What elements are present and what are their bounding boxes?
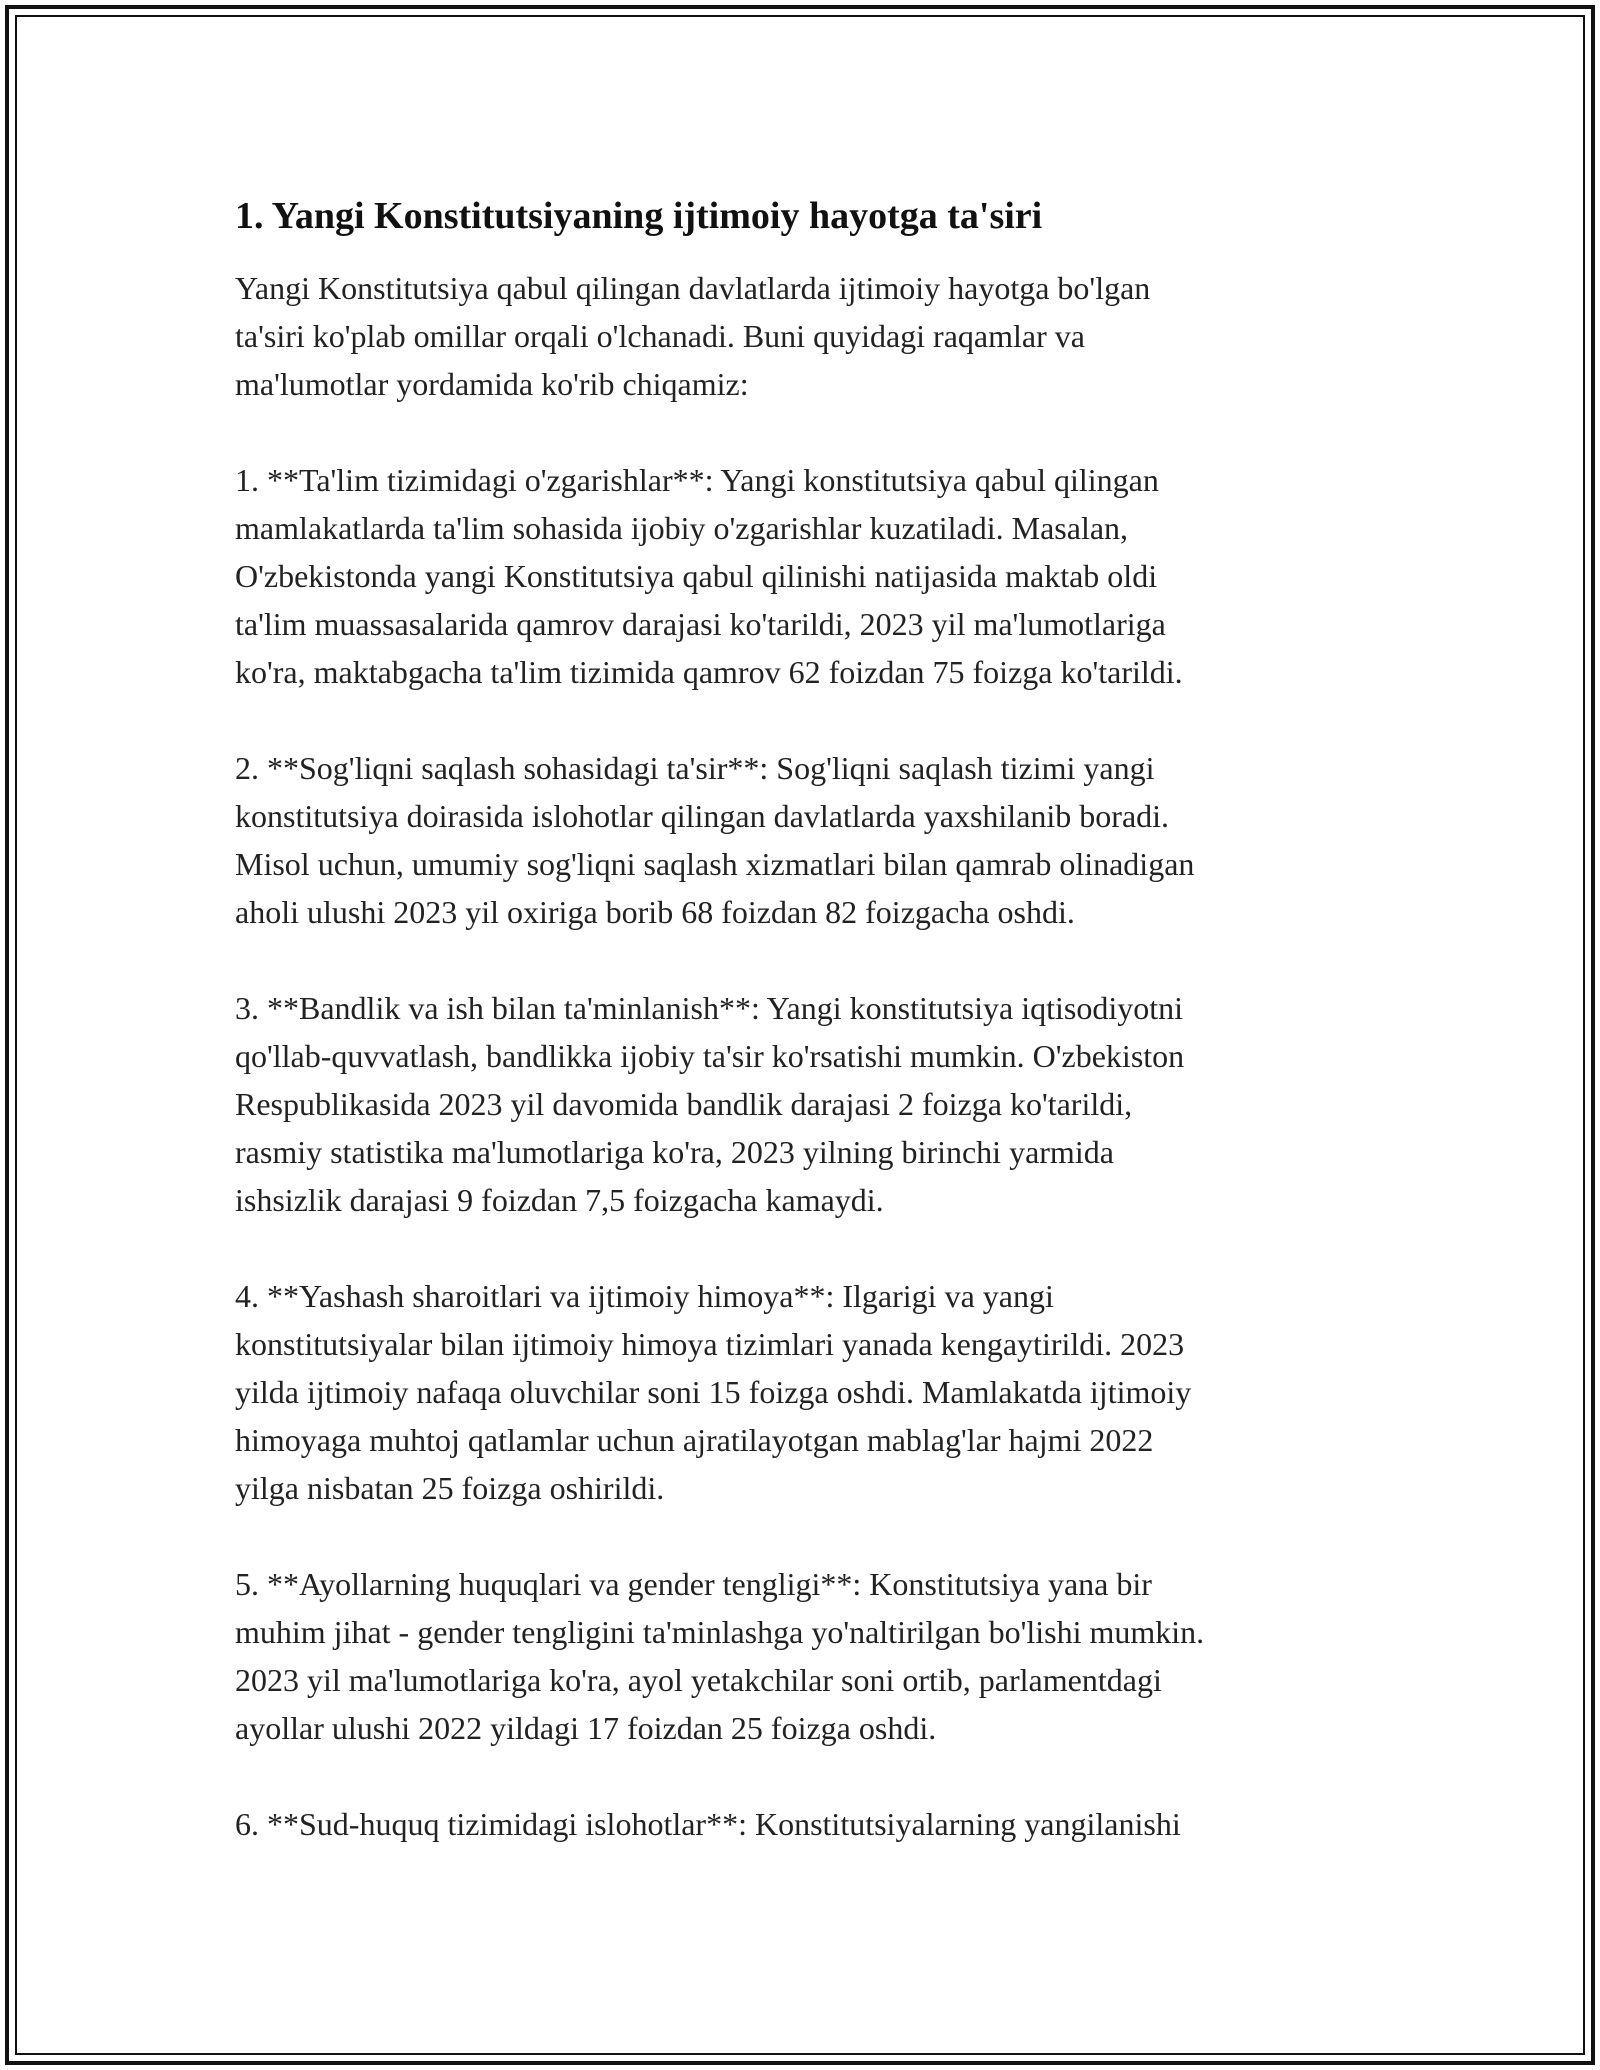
section-title: 1. Yangi Konstitutsiyaning ijtimoiy hayotga ta'siri — [235, 195, 1043, 237]
document-body — [235, 188, 1375, 1848]
list-item-social-protection: 4. **Yashash sharoitlari va ijtimoiy himoya**: Ilgarigi va yangi konstitutsiyalar bilan ijtimoiy himoya tizimlari yanada kengaytirildi. 2023 yilda ijtimoiy nafaqa oluvchilar soni 15 foizga oshdi. Mamlakatda ijtimoiy himoyaga muhtoj qatlamlar uchun ajratilayotgan mablag'lar hajmi 2022 yilga nisbatan 25 foizga oshirildi. — [235, 1278, 1192, 1506]
list-item-gender-equality: 5. **Ayollarning huquqlari va gender tengligi**: Konstitutsiya yana bir muhim jihat - gender tengligini ta'minlashga yo'naltirilgan bo'lishi mumkin. 2023 yil ma'lumotlariga ko'ra, ayol yetakchilar soni ortib, parlamentdagi ayollar ulushi 2022 yildagi 17 foizdan 25 foizga oshdi. — [235, 1566, 1205, 1746]
list-item-education: 1. **Ta'lim tizimidagi o'zgarishlar**: Yangi konstitutsiya qabul qilingan mamlakatlarda ta'lim sohasida ijobiy o'zgarishlar kuzatiladi. Masalan, O'zbekistonda yangi Konstitutsiya qabul qilinishi natijasida maktab oldi ta'lim muassasalarida qamrov darajasi ko'tarildi, 2023 yil ma'lumotlariga ko'ra, maktabgacha ta'lim tizimida qamrov 62 foizdan 75 foizga ko'tarildi. — [235, 462, 1183, 690]
list-item-healthcare: 2. **Sog'liqni saqlash sohasidagi ta'sir**: Sog'liqni saqlash tizimi yangi konstitutsiya doirasida islohotlar qilingan davlatlarda yaxshilanib boradi. Misol uchun, umumiy sog'liqni saqlash xizmatlari bilan qamrab olinadigan aholi ulushi 2023 yil oxiriga borib 68 foizdan 82 foizgacha oshdi. — [235, 750, 1195, 930]
list-item-judicial-reform: 6. **Sud-huquq tizimidagi islohotlar**: Konstitutsiyalarning yangilanishi — [235, 1806, 1181, 1842]
intro-paragraph: Yangi Konstitutsiya qabul qilingan davlatlarda ijtimoiy hayotga bo'lgan ta'siri ko'plab omillar orqali o'lchanadi. Buni quyidagi raqamlar va ma'lumotlar yordamida ko'rib chiqamiz: — [235, 270, 1151, 402]
list-item-employment: 3. **Bandlik va ish bilan ta'minlanish**: Yangi konstitutsiya iqtisodiyotni qo'llab-quvvatlash, bandlikka ijobiy ta'sir ko'rsatishi mumkin. O'zbekiston Respublikasida 2023 yil davomida bandlik darajasi 2 foizga ko'tarildi, rasmiy statistika ma'lumotlariga ko'ra, 2023 yilning birinchi yarmida ishsizlik darajasi 9 foizdan 7,5 foizgacha kamaydi. — [235, 990, 1185, 1218]
